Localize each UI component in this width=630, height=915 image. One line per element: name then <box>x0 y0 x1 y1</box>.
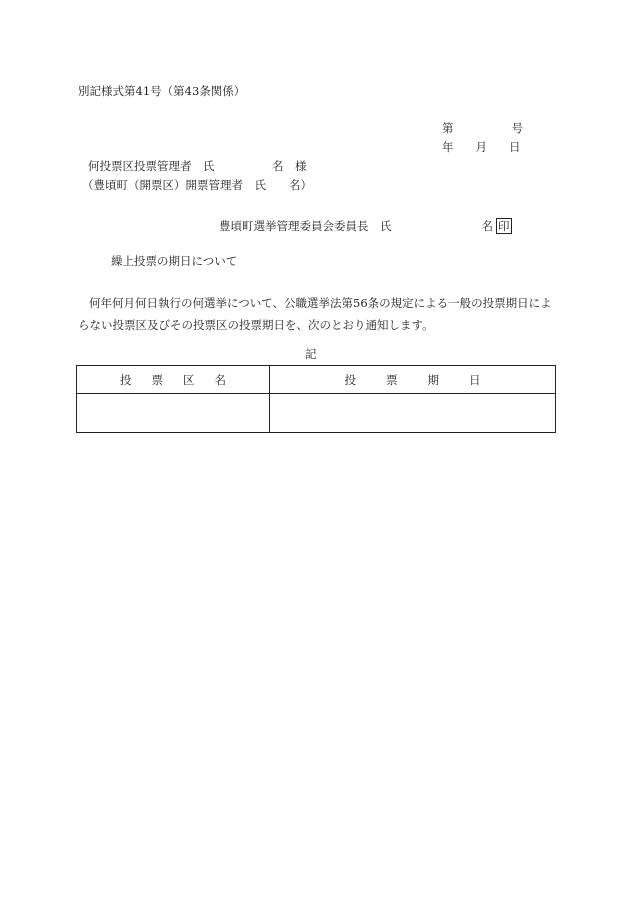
table-row <box>77 394 556 433</box>
date-year: 年 <box>442 140 454 154</box>
document-date <box>442 142 521 154</box>
seal-mark: 印 <box>498 219 510 233</box>
table-header-row <box>77 366 556 394</box>
subject: 繰上投票の期日について <box>111 254 238 268</box>
note-mark: 記 <box>305 347 317 361</box>
header-voting-date: 投票期日 <box>270 366 556 394</box>
sender <box>219 218 512 234</box>
sender-name-suffix: 名 <box>481 219 493 233</box>
cell-voting-date <box>270 394 556 433</box>
body-text: 何年何月何日執行の何選挙について、公職選挙法第56条の規定による一般の投票期日によらない投票区及びその投票区の投票期日を、次のとおり通知します。 <box>78 296 552 332</box>
date-day: 日 <box>509 140 521 154</box>
form-title: 別記様式第41号（第43条関係） <box>78 84 246 98</box>
number-prefix: 第 <box>442 121 454 135</box>
sender-title: 豊頃町選挙管理委員会委員長 氏 <box>219 219 392 233</box>
addressee-line-2: （豊頃町（開票区）開票管理者 氏 名） <box>82 178 312 192</box>
schedule-table <box>76 365 556 433</box>
number-suffix: 号 <box>511 121 523 135</box>
header-district-name: 投票区名 <box>77 366 270 394</box>
date-month: 月 <box>475 140 487 154</box>
document-number <box>442 123 523 135</box>
cell-district-name <box>77 394 270 433</box>
addressee-line-1: 何投票区投票管理者 氏 名 様 <box>88 159 307 173</box>
